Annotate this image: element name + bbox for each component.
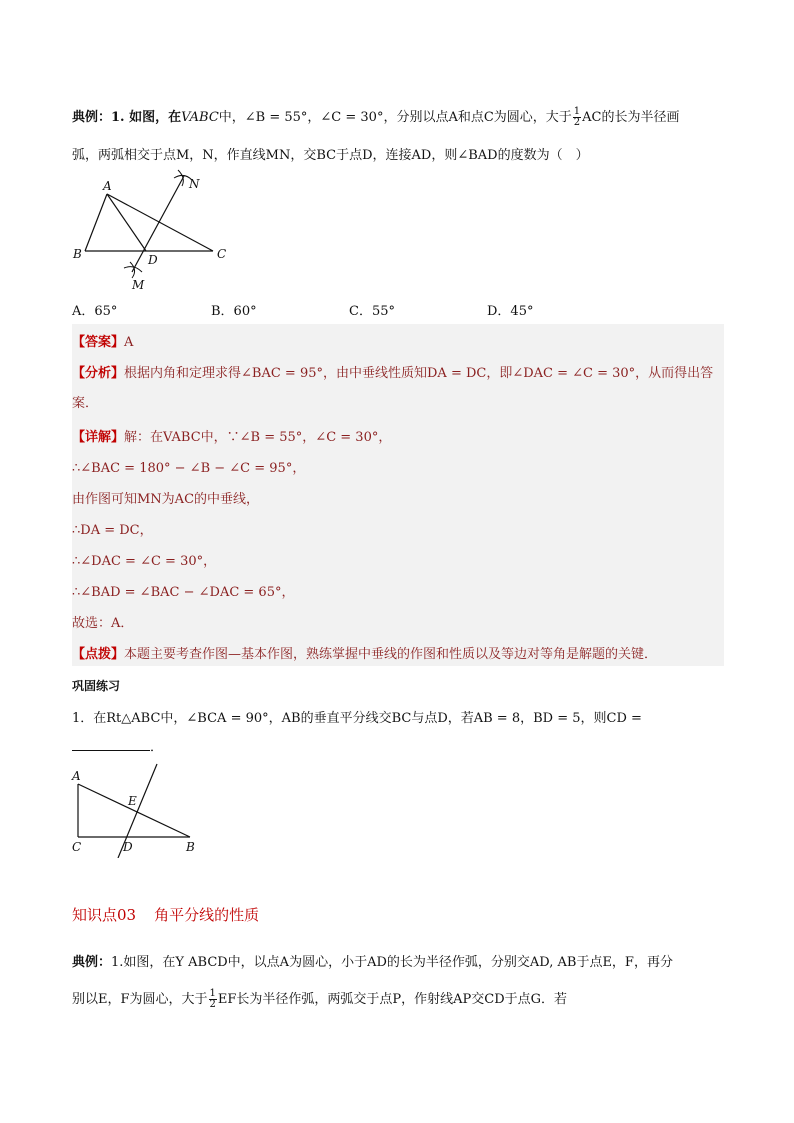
example2-text-2b: EF长为半径作弧，两弧交于点P，作射线AP交CD于点G．若 [217, 992, 568, 1007]
section-number: 知识点03 [72, 906, 137, 924]
fraction-numerator: 1 [573, 106, 581, 117]
label-n: N [189, 177, 200, 191]
fraction-denominator: 2 [573, 117, 581, 128]
tip-text: 本题主要考查作图—基本作图，熟练掌握中垂线的作图和性质以及等边对等角是解题的关键． [124, 647, 658, 662]
section-heading [72, 904, 259, 925]
detail-text-1: 解：在VABC中，∵∠B = 55°，∠C = 30°， [124, 430, 392, 445]
practice-end: ． [150, 740, 164, 755]
example2-text-1: 1.如图，在Y ABCD中，以点A为圆心，小于AD的长为半径作弧，分别交AD, AB于点E，F，再分 [111, 955, 673, 970]
label-a: A [103, 179, 112, 193]
detail-line2: ∴∠BAC = 180° − ∠B − ∠C = 95°， [72, 461, 306, 476]
practice-question-1: 1．在Rt△ABC中，∠BCA = 90°，AB的垂直平分线交BC与点D，若AB = 8，BD = 5，则CD = [72, 711, 642, 726]
example1-line2: 弧，两弧相交于点M，N，作直线MN，交BC于点D，连接AD，则∠BAD的度数为（ ） [72, 148, 589, 163]
analysis-tag: 【分析】 [72, 366, 125, 381]
fraction-half-2 [209, 989, 217, 1010]
detail-line5: ∴∠DAC = ∠C = 30°， [72, 554, 217, 569]
answer-line [72, 331, 133, 350]
example-label: 典例： [72, 110, 112, 125]
example2-label: 典例： [72, 955, 112, 970]
choice-c: C．55° [349, 304, 395, 319]
example2-text-2a: 别以E，F为圆心，大于 [72, 992, 208, 1007]
tip-tag: 【点拨】 [72, 647, 125, 662]
analysis-line1 [72, 362, 713, 381]
label-e: E [128, 794, 137, 808]
detail-line1 [72, 426, 391, 445]
fraction-denominator-2: 2 [209, 999, 216, 1010]
choice-d: D．45° [487, 304, 534, 319]
arc-m-2 [130, 262, 135, 278]
example1-text: 中，∠B = 55°，∠C = 30°，分别以点A和点C为圆心，大于 [218, 110, 572, 125]
practice-heading: 巩固练习 [72, 679, 121, 693]
analysis-line2: 案． [72, 396, 99, 411]
detail-line7: 故选：A． [72, 616, 134, 631]
detail-line3: 由作图可知MN为AC的中垂线， [72, 492, 260, 507]
choice-b: B．60° [211, 304, 257, 319]
detail-line6: ∴∠BAD = ∠BAC − ∠DAC = 65°， [72, 585, 295, 600]
segment-ac [107, 194, 213, 251]
triangle-name: VABC [181, 110, 219, 125]
analysis-text-1: 根据内角和定理求得∠BAC = 95°，由中垂线性质知DA = DC，即∠DAC = ∠C = 30°，从而得出答 [124, 366, 714, 381]
choice-a: A．65° [72, 304, 118, 319]
label-d: D [148, 253, 158, 267]
detail-line4: ∴DA = DC， [72, 523, 153, 538]
label-b: B [73, 247, 82, 261]
answer-value: A [124, 335, 134, 350]
example1-intro: 1. 如图，在 [111, 110, 182, 125]
label-d: D [123, 840, 133, 854]
segment-ab [85, 194, 107, 251]
section-title: 角平分线的性质 [154, 906, 260, 924]
example1-line1 [72, 106, 680, 128]
label-b: B [186, 840, 195, 854]
example1-text-end: AC的长为半径画 [582, 110, 680, 125]
detail-tag: 【详解】 [72, 430, 125, 445]
example2-line1 [72, 951, 673, 970]
tip-line [72, 643, 657, 662]
fraction-half [573, 107, 581, 128]
practice-answer-line [72, 736, 163, 755]
right-triangle-figure [68, 762, 208, 858]
answer-blank [72, 738, 150, 751]
triangle-figure [70, 168, 240, 294]
arc-n-2 [178, 170, 183, 186]
segment-ad [107, 194, 146, 251]
line-mn [132, 176, 184, 272]
label-m: M [132, 278, 145, 292]
fraction-numerator-2: 1 [209, 988, 216, 999]
label-c: C [217, 247, 227, 261]
label-c: C [72, 840, 82, 854]
label-a: A [72, 769, 81, 783]
answer-tag: 【答案】 [72, 335, 125, 350]
segment-ab [78, 784, 190, 837]
example2-line2 [72, 988, 567, 1010]
